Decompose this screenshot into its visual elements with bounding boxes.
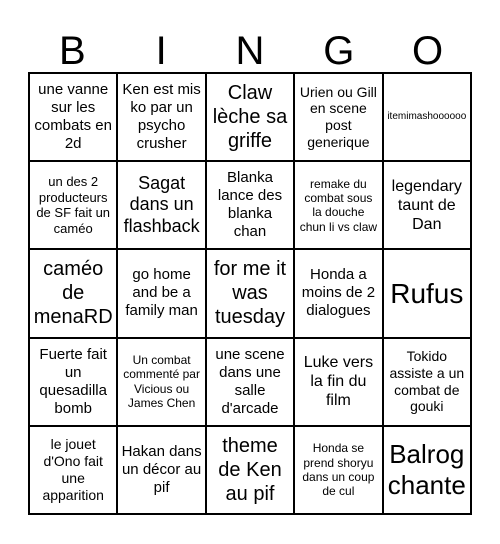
bingo-cell[interactable]: Balrog chante — [383, 426, 471, 514]
bingo-cell[interactable]: Un combat commenté par Vicious ou James Chen — [117, 338, 205, 426]
header-letter-o: O — [412, 29, 444, 73]
bingo-cell[interactable]: Honda a moins de 2 dialogues — [294, 249, 382, 337]
bingo-cell[interactable]: Rufus — [383, 249, 471, 337]
bingo-header — [28, 26, 472, 76]
bingo-cell[interactable]: caméo de menaRD — [29, 249, 117, 337]
bingo-cell[interactable]: for me it was tuesday — [206, 249, 294, 337]
bingo-cell[interactable]: Honda se prend shoryu dans un coup de cul — [294, 426, 382, 514]
header-letter-n: N — [235, 29, 265, 73]
bingo-cell[interactable]: theme de Ken au pif — [206, 426, 294, 514]
bingo-cell[interactable]: Urien ou Gill en scene post generique — [294, 73, 382, 161]
bingo-cell[interactable]: remake du combat sous la douche chun li vs claw — [294, 161, 382, 249]
header-letter-i: I — [155, 29, 167, 73]
bingo-cell[interactable]: une vanne sur les combats en 2d — [29, 73, 117, 161]
bingo-cell[interactable]: Blanka lance des blanka chan — [206, 161, 294, 249]
bingo-grid — [28, 72, 472, 515]
bingo-cell[interactable]: Hakan dans un décor au pif — [117, 426, 205, 514]
bingo-cell[interactable]: Luke vers la fin du film — [294, 338, 382, 426]
bingo-cell[interactable]: Claw lèche sa griffe — [206, 73, 294, 161]
bingo-cell[interactable]: un des 2 producteurs de SF fait un caméo — [29, 161, 117, 249]
bingo-cell[interactable]: Sagat dans un flashback — [117, 161, 205, 249]
bingo-cell[interactable]: go home and be a family man — [117, 249, 205, 337]
bingo-cell[interactable]: Tokido assiste a un combat de gouki — [383, 338, 471, 426]
bingo-cell[interactable]: le jouet d'Ono fait une apparition — [29, 426, 117, 514]
bingo-cell[interactable]: une scene dans une salle d'arcade — [206, 338, 294, 426]
bingo-cell[interactable]: legendary taunt de Dan — [383, 161, 471, 249]
header-letter-b: B — [59, 29, 86, 73]
bingo-cell[interactable]: Fuerte fait un quesadilla bomb — [29, 338, 117, 426]
bingo-cell[interactable]: itemimashoooooo — [383, 73, 471, 161]
header-letter-g: G — [323, 29, 355, 73]
bingo-cell[interactable]: Ken est mis ko par un psycho crusher — [117, 73, 205, 161]
